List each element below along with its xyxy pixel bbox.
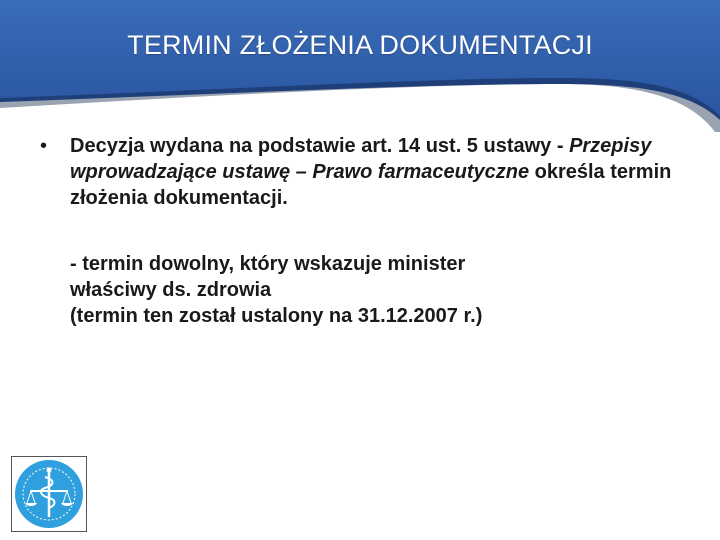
sub-line-2: właściwy ds. zdrowia <box>70 279 272 301</box>
header-banner <box>0 0 720 140</box>
slide-title: TERMIN ZŁOŻENIA DOKUMENTACJI <box>127 30 593 60</box>
header-banner-shape <box>0 0 720 140</box>
bullet-text <box>70 135 671 209</box>
bullet-text-italic: Przepisy wprowadzające ustawę – Prawo farmaceutyczne <box>70 135 652 183</box>
bullet-text-part1: Decyzja wydana na podstawie art. 14 ust. 5 ustawy - <box>70 135 570 157</box>
sub-paragraph <box>40 251 680 329</box>
sub-line-1: - termin dowolny, który wskazuje minister <box>70 253 466 275</box>
caduceus-scales-seal-icon <box>12 457 86 531</box>
bullet-marker: • <box>40 135 48 157</box>
logo <box>11 456 87 532</box>
bullet-item <box>40 133 680 211</box>
slide-content <box>40 133 680 329</box>
bullet-text-part3: określa termin złożenia dokumentacji. <box>70 161 672 209</box>
sub-line-3: (termin ten został ustalony na 31.12.2007 r.) <box>70 305 483 327</box>
